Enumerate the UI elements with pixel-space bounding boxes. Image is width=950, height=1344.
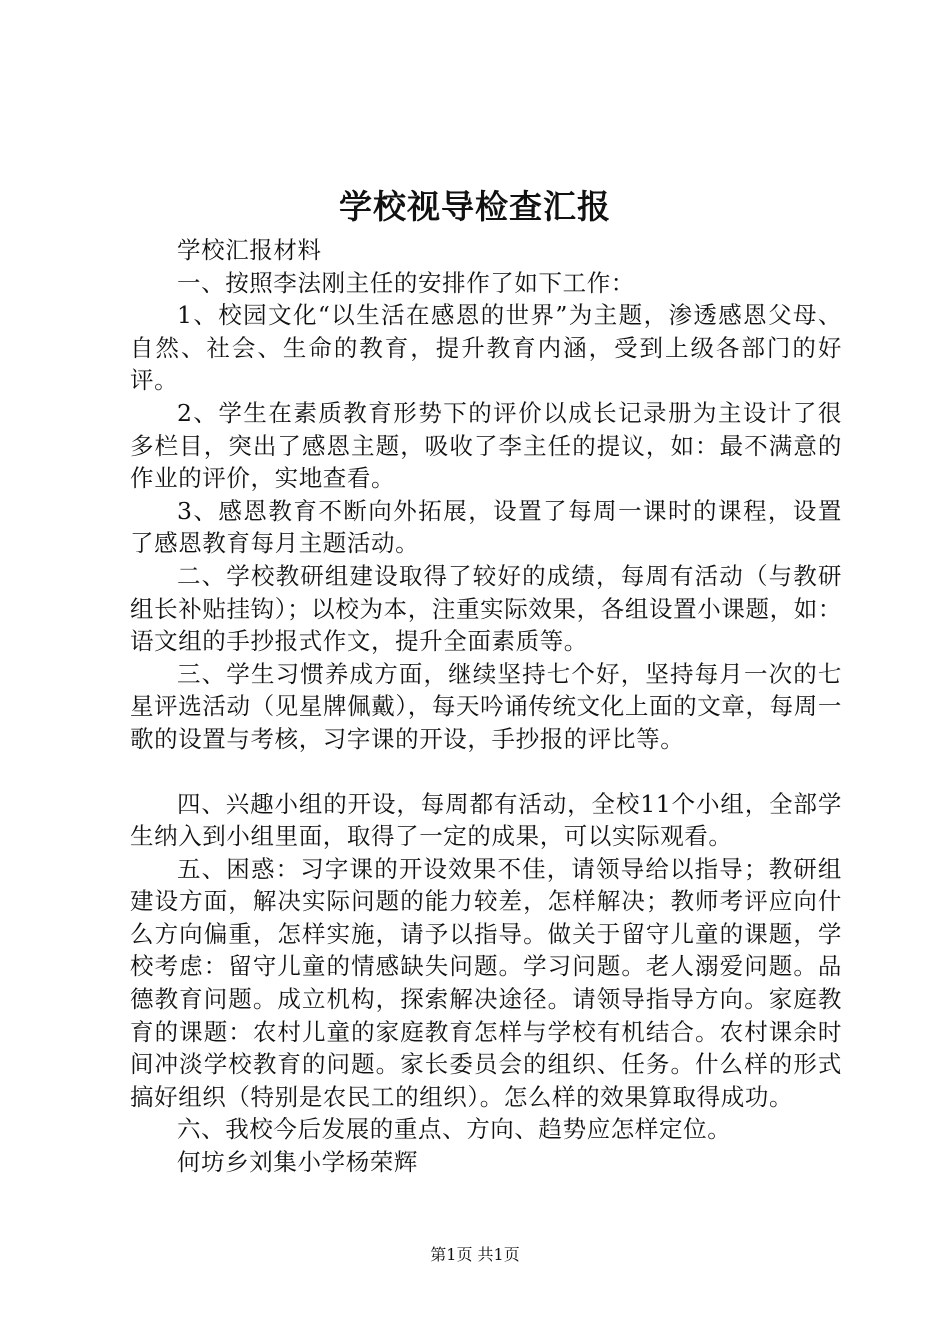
page-footer: 第1页 共1页 xyxy=(430,1245,520,1264)
paragraph-item-1: 1、校园文化“以生活在感恩的世界”为主题，渗透感恩父母、自然、社会、生命的教育，提升教育内涵，受到上级各部门的好评。 xyxy=(130,301,842,395)
paragraph-section-1: 一、按照李法刚主任的安排作了如下工作： xyxy=(177,268,635,297)
paragraph-section-3: 三、学生习惯养成方面，继续坚持七个好，坚持每月一次的七星评选活动（见星牌佩戴），每天吟诵传统文化上面的文章，每周一歌的设置与考核，习字课的开设，手抄报的评比等。 xyxy=(130,659,842,753)
paragraph-signature: 何坊乡刘集小学杨荣辉 xyxy=(177,1148,418,1177)
document-title: 学校视导检查汇报 xyxy=(339,187,611,226)
paragraph-item-3: 3、感恩教育不断向外拓展，设置了每周一课时的课程，设置了感恩教育每月主题活动。 xyxy=(130,496,842,558)
paragraph-section-5: 五、困惑：习字课的开设效果不佳，请领导给以指导；教研组建设方面，解决实际问题的能力较差，怎样解决；教师考评应向什么方向偏重，怎样实施，请予以指导。做关于留守儿童的课题，学校考虑：留守儿童的情感缺失问题。学习问题。老人溺爱问题。品德教育问题。成立机构，探索解决途径。请领导指导方向。家庭教育的课题：农村儿童的家庭教育怎样与学校有机结合。农村课余时间冲淡学校教育的问题。家长委员会的组织、任务。什么样的形式搞好组织（特别是农民工的组织）。怎么样的效果算取得成功。 xyxy=(130,854,842,1111)
paragraph-section-2: 二、学校教研组建设取得了较好的成绩，每周有活动（与教研组长补贴挂钩）；以校为本，注重实际效果，各组设置小课题，如：语文组的手抄报式作文，提升全面素质等。 xyxy=(130,561,842,656)
paragraph-heading: 学校汇报材料 xyxy=(177,236,322,264)
paragraph-item-2: 2、学生在素质教育形势下的评价以成长记录册为主设计了很多栏目，突出了感恩主题，吸收了李主任的提议，如：最不满意的作业的评价，实地查看。 xyxy=(130,398,842,493)
paragraph-section-4: 四、兴趣小组的开设，每周都有活动，全校11个小组，全部学生纳入到小组里面，取得了一定的成果，可以实际观看。 xyxy=(130,789,842,851)
document-body xyxy=(130,234,842,1179)
paragraph-section-6: 六、我校今后发展的重点、方向、趋势应怎样定位。 xyxy=(177,1115,732,1144)
